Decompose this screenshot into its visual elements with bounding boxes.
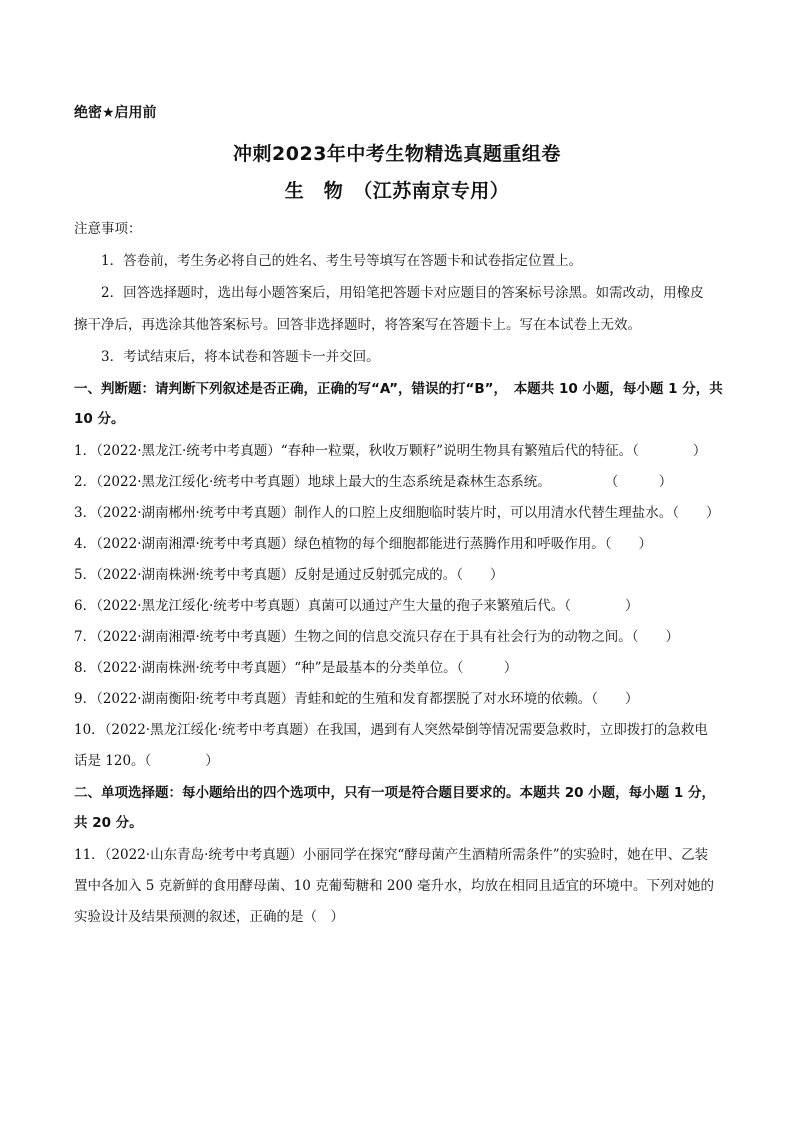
confidential-label: 绝密★启用前: [74, 105, 157, 121]
question-6: 6．（2022·黑龙江绥化·统考中考真题）真菌可以通过产生大量的孢子来繁殖后代。（ ）: [74, 598, 639, 614]
notice-item-2: 2．回答选择题时，选出每小题答案后，用铅笔把答题卡对应题目的答案标号涂黑。如需改动，用橡皮: [101, 285, 704, 301]
question-11-cont-1: 置中各加入 5 克新鲜的食用酵母菌、10 克葡萄糖和 200 毫升水，均放在相同且适宜的环境中。下列对她的: [74, 878, 714, 894]
exam-subtitle: 生 物 （江苏南京专用）: [284, 180, 510, 202]
question-4: 4．（2022·湖南湘潭·统考中考真题）绿色植物的每个细胞都能进行蒸腾作用和呼吸作用。（ ）: [74, 536, 653, 552]
question-2: 2．（2022·黑龙江绥化·统考中考真题）地球上最大的生态系统是森林生态系统。 （ ）: [74, 474, 673, 490]
question-1: 1．（2022·黑龙江·统考中考真题）“春种一粒粟，秋收万颗籽”说明生物具有繁殖后代的特征。（ ）: [74, 443, 707, 459]
section2-heading-cont: 共 20 分。: [74, 815, 143, 831]
question-11-cont-2: 实验设计及结果预测的叙述，正确的是（ ）: [74, 909, 344, 925]
section1-heading: 一、判断题：请判断下列叙述是否正确，正确的写“A”，错误的打“B”， 本题共 10 小题，每小题 1 分，共: [74, 381, 723, 397]
question-9: 9．（2022·湖南衡阳·统考中考真题）青蛙和蛇的生殖和发育都摆脱了对水环境的依赖。（ ）: [74, 691, 639, 707]
exam-title: 冲刺2023年中考生物精选真题重组卷: [233, 143, 561, 165]
question-5: 5．（2022·湖南株洲·统考中考真题）反射是通过反射弧完成的。（ ）: [74, 567, 504, 583]
question-8: 8．（2022·湖南株洲·统考中考真题）“种”是最基本的分类单位。（ ）: [74, 660, 518, 676]
question-7: 7．（2022·湖南湘潭·统考中考真题）生物之间的信息交流只存在于具有社会行为的动物之间。（ ）: [74, 629, 680, 645]
question-11: 11．（2022·山东青岛·统考中考真题）小丽同学在探究“酵母菌产生酒精所需条件”的实验时，她在甲、乙装: [74, 847, 709, 863]
question-3: 3．（2022·湖南郴州·统考中考真题）制作人的口腔上皮细胞临时装片时，可以用清水代替生理盐水。（ ）: [74, 505, 720, 521]
section1-heading-cont: 10 分。: [74, 411, 125, 427]
section2-heading: 二、单项选择题：每小题给出的四个选项中，只有一项是符合题目要求的。本题共 20 小题，每小题 1 分，: [74, 785, 715, 801]
notice-item-2-cont: 擦干净后，再选涂其他答案标号。回答非选择题时，将答案写在答题卡上。写在本试卷上无效。: [74, 317, 641, 333]
notice-heading: 注意事项：: [74, 221, 142, 237]
notice-item-3: 3．考试结束后，将本试卷和答题卡一并交回。: [101, 349, 380, 365]
question-10-cont: 话是 120。（ ）: [74, 753, 219, 769]
notice-item-1: 1．答卷前，考生务必将自己的姓名、考生号等填写在答题卡和试卷指定位置上。: [101, 253, 583, 269]
question-10: 10．（2022·黑龙江绥化·统考中考真题）在我国，遇到有人突然晕倒等情况需要急救时，立即拨打的急救电: [74, 722, 708, 738]
